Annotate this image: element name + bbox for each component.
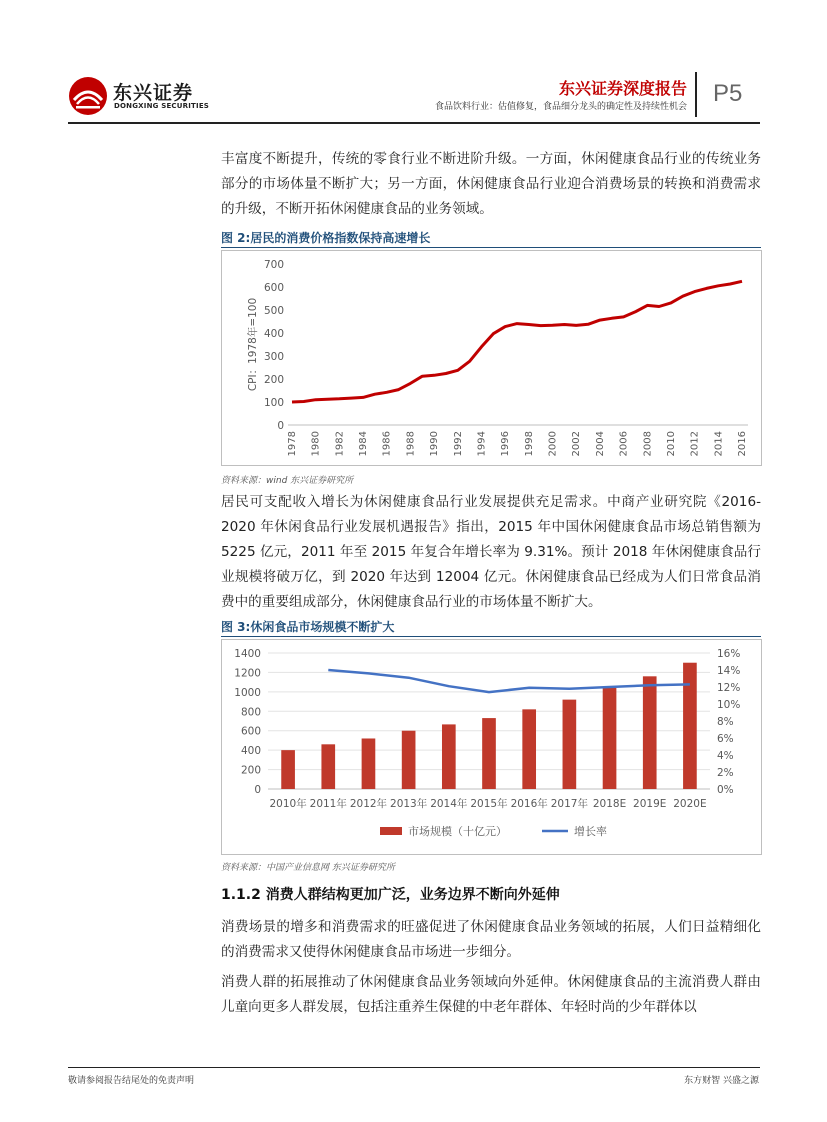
page-number: P5 — [713, 80, 743, 107]
x-tick-label: 1998 — [523, 431, 535, 457]
cpi-series-line — [292, 281, 742, 402]
x-tick-label: 2016年 — [510, 798, 548, 810]
footer-slogan: 东方财智 兴盛之源 — [684, 1076, 759, 1086]
y-tick-label: 600 — [240, 725, 261, 738]
x-tick-label: 1992 — [452, 431, 464, 457]
x-tick-label: 2019E — [633, 798, 667, 810]
y-axis-label: CPI：1978年=100 — [247, 297, 259, 392]
growth-rate-line — [328, 670, 690, 692]
cpi-line-chart — [222, 251, 761, 465]
x-tick-label: 2006 — [618, 431, 630, 457]
figure-2-title: 图 2:居民的消费价格指数保持高速增长 — [221, 231, 431, 245]
x-tick-label: 1986 — [381, 431, 393, 457]
y2-tick-label: 12% — [717, 682, 741, 694]
y2-tick-label: 14% — [717, 665, 741, 677]
x-tick-label: 2017年 — [550, 798, 588, 810]
y-tick-label: 200 — [240, 764, 261, 777]
x-tick-label: 1982 — [334, 431, 346, 457]
figure-3-source: 资料来源：中国产业信息网 东兴证券研究所 — [221, 863, 395, 873]
y-tick-label: 0 — [254, 784, 261, 796]
y2-tick-label: 6% — [717, 733, 734, 745]
x-tick-label: 2000 — [547, 431, 559, 457]
y2-tick-label: 16% — [717, 648, 741, 660]
market-size-bar — [683, 663, 697, 789]
market-size-bar — [563, 700, 577, 789]
y-tick-label: 0 — [277, 420, 284, 432]
market-size-bar — [281, 750, 295, 789]
legend-bar-swatch — [380, 827, 402, 835]
x-tick-label: 1980 — [310, 431, 322, 457]
legend-bar-label: 市场规模（十亿元） — [408, 825, 507, 838]
section-heading: 1.1.2 消费人群结构更加广泛，业务边界不断向外延伸 — [221, 887, 560, 903]
x-tick-label: 2020E — [673, 798, 707, 810]
y-tick-label: 400 — [240, 745, 261, 758]
x-tick-label: 1996 — [500, 431, 512, 457]
paragraph-1: 丰富度不断提升，传统的零食行业不断进阶升级。一方面，休闲健康食品行业的传统业务部分的市场体量不断扩大；另一方面，休闲健康食品行业迎合消费场景的转换和消费需求的升级，不断开拓休闲健康食品的业务领域。 — [221, 151, 761, 217]
header-rule — [68, 122, 760, 124]
market-size-bar — [603, 688, 617, 789]
x-tick-label: 2010 — [665, 431, 677, 457]
y-tick-label: 500 — [263, 305, 284, 317]
x-tick-label: 2010年 — [269, 798, 307, 810]
y-tick-label: 200 — [263, 374, 284, 386]
x-tick-label: 2014年 — [430, 798, 468, 810]
y-tick-label: 1400 — [234, 648, 261, 660]
x-tick-label: 2012年 — [349, 798, 388, 810]
paragraph-4: 消费人群的拓展推动了休闲健康食品业务领域向外延伸。休闲健康食品的主流消费人群由儿童向更多人群发展，包括注重养生保健的中老年群体、年轻时尚的少年群体以 — [221, 974, 761, 1015]
y-tick-label: 600 — [263, 282, 284, 294]
x-tick-label: 2016 — [737, 431, 748, 457]
market-size-bar — [362, 738, 376, 789]
y-tick-label: 800 — [240, 706, 261, 719]
header-divider — [695, 72, 697, 117]
x-tick-label: 1984 — [358, 431, 370, 457]
y2-tick-label: 8% — [717, 716, 734, 728]
y2-tick-label: 4% — [717, 750, 734, 762]
y-tick-label: 400 — [263, 328, 284, 340]
paragraph-3: 消费场景的增多和消费需求的旺盛促进了休闲健康食品业务领域的拓展，人们日益精细化的消费需求又使得休闲健康食品市场进一步细分。 — [221, 919, 761, 960]
market-size-bar — [643, 676, 657, 789]
figure-3-title-rule — [221, 636, 761, 637]
figure-2-source: 资料来源：wind 东兴证券研究所 — [221, 476, 354, 486]
dongxing-logo-icon — [68, 76, 108, 116]
x-tick-label: 2015年 — [470, 798, 508, 810]
x-tick-label: 2004 — [594, 431, 606, 457]
market-size-bar — [442, 724, 456, 789]
x-tick-label: 1990 — [429, 431, 441, 457]
footer-disclaimer: 敬请参阅报告结尾处的免责声明 — [68, 1076, 195, 1086]
report-subtitle: 食品饮料行业：估值修复，食品细分龙头的确定性及持续性机会 — [434, 102, 687, 112]
x-tick-label: 2012 — [689, 431, 701, 457]
logo-english-name: DONGXING SECURITIES — [114, 102, 210, 110]
market-size-bar — [321, 744, 335, 789]
x-tick-label: 1994 — [476, 431, 488, 457]
figure-3-title: 图 3:休闲食品市场规模不断扩大 — [221, 620, 395, 634]
y2-tick-label: 2% — [717, 767, 734, 779]
market-size-bar — [482, 718, 496, 789]
report-title: 东兴证券深度报告 — [558, 79, 687, 98]
x-tick-label: 2014 — [713, 431, 725, 457]
figure-2-title-rule — [221, 247, 761, 248]
y2-tick-label: 0% — [717, 784, 734, 796]
legend-line-label: 增长率 — [574, 825, 607, 838]
y-tick-label: 1200 — [234, 667, 261, 680]
paragraph-2: 居民可支配收入增长为休闲健康食品行业发展提供充足需求。中商产业研究院《2016-2020 年休闲食品行业发展机遇报告》指出，2015 年中国休闲健康食品市场总销售额为 5225 亿元，2011 年至 2015 年复合年增长率为 9.31%。预计 2018 年休闲健康食品行业规模将破万亿，到 2020 年达到 12004 亿元。休闲健康食品已经成为人们日常食品消费中的重要组成部分，休闲健康食品行业的市场体量不断扩大。 — [221, 494, 761, 610]
x-tick-label: 1988 — [405, 431, 417, 457]
footer-rule — [68, 1067, 760, 1068]
market-size-chart-frame — [221, 639, 762, 855]
y-tick-label: 700 — [263, 259, 284, 271]
cpi-chart-frame — [221, 250, 762, 466]
x-tick-label: 2013年 — [390, 798, 428, 810]
market-size-bar — [522, 709, 536, 789]
x-tick-label: 1978 — [287, 431, 298, 457]
y-tick-label: 300 — [263, 351, 284, 363]
market-size-bar — [402, 731, 416, 789]
logo-chinese-name: 东兴证券 — [113, 82, 194, 104]
x-tick-label: 2011年 — [309, 798, 347, 810]
y2-tick-label: 10% — [717, 699, 741, 711]
x-tick-label: 2002 — [571, 431, 583, 457]
market-size-combo-chart — [222, 640, 761, 854]
x-tick-label: 2018E — [592, 798, 627, 810]
y-tick-label: 100 — [263, 397, 284, 409]
x-tick-label: 2008 — [642, 431, 654, 457]
y-tick-label: 1000 — [234, 686, 261, 699]
